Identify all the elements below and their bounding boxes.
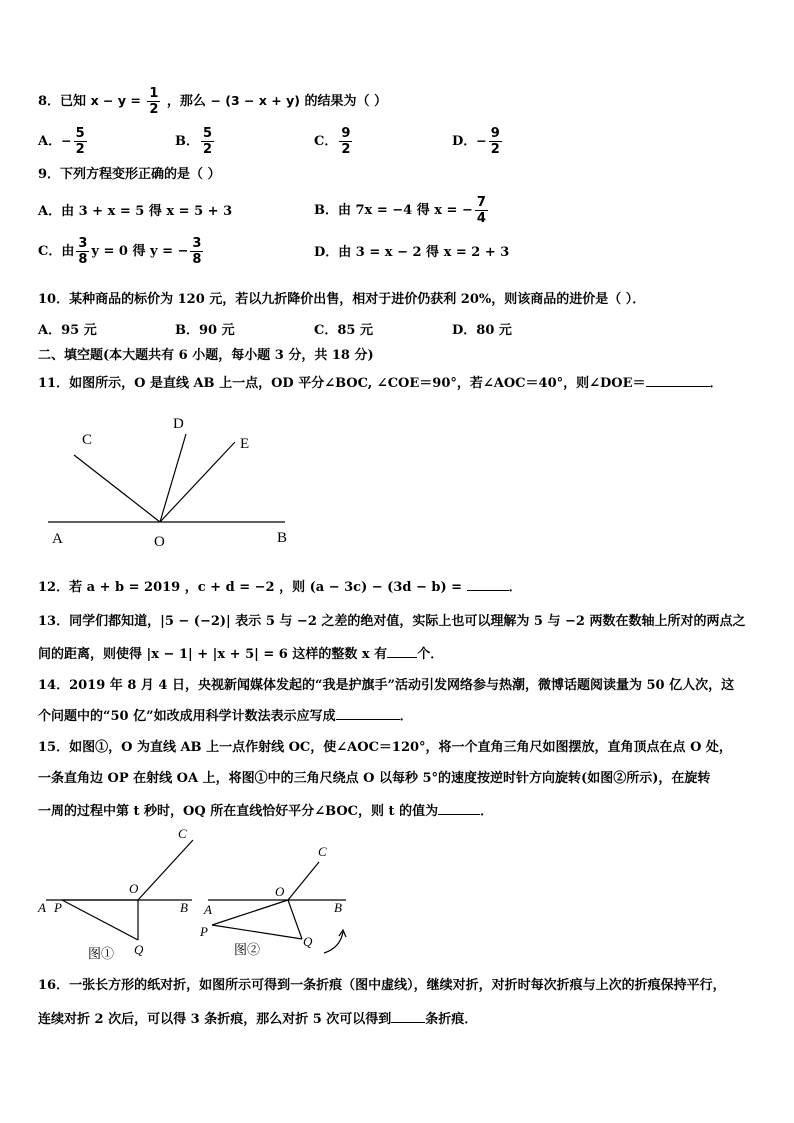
fig2-side-oq [288, 900, 302, 939]
fig2-label-c: C [318, 844, 327, 859]
q12-stem: 12．若 a + b = 2019 ，c + d = −2 ，则 (a − 3c) − (3d − b) = ． [38, 576, 522, 598]
fig1-side-pq [62, 900, 138, 940]
q9-option-d: D．由 3 = x − 2 得 x = 2 + 3 [314, 245, 510, 260]
q14-line1: 14．2019 年 8 月 4 日，央视新闻媒体发起的“我是护旗手”活动引发网络参与热潮，微博话题阅读量为 50 亿人次，这 [38, 678, 735, 693]
fig2-label-q: Q [303, 934, 313, 949]
answer-blank[interactable] [387, 643, 417, 658]
fig2-label-o: O [275, 884, 285, 899]
answer-blank[interactable] [336, 705, 400, 720]
fig2-side-pq [212, 925, 302, 939]
fig2-ray-oc [288, 862, 319, 900]
fig1-label-p: P [54, 900, 62, 915]
label-a: A [52, 531, 63, 547]
label-c: C [82, 432, 93, 448]
label-e: E [240, 436, 250, 452]
q9-option-c: C．由 $\frac{3}{8}$ y = 0 得 y = − $\frac{3}{8}$ [38, 236, 202, 267]
q10-stem: 10．某种商品的标价为 120 元，若以九折降价出售，相对于进价仍获利 20%，则该商品的进价是（ ）． [38, 292, 646, 307]
fig1-label-c: C [178, 826, 187, 841]
q13-line1: 13．同学们都知道，|5 − (−2)| 表示 5 与 −2 之差的绝对值，实际上也可以理解为 5 与 −2 两数在数轴上所对的两点之 [38, 614, 746, 629]
q9-stem: 9．下列方程变形正确的是（ ） [38, 167, 221, 182]
figure-1 [37, 826, 193, 961]
fig1-label-q: Q [134, 942, 144, 957]
q14-line2: 个问题中的“50 亿”如改成用科学计数法表示应写成 ． [38, 705, 413, 727]
fig1-label-b: B [180, 900, 188, 915]
fig1-label-a: A [38, 900, 46, 915]
fig2-label-a: A [204, 902, 212, 917]
answer-blank[interactable] [467, 576, 509, 591]
figure-2 [199, 844, 346, 957]
fig2-caption: 图② [234, 942, 261, 957]
q15-line2: 一条直角边 OP 在射线 OA 上，将图①中的三角尺绕点 O 以每秒 5°的速度按逆时针方向旋转(如图②所示)，在旋转 [38, 771, 711, 786]
q8-option-a: A．− $\frac{5}{2}$ [38, 126, 85, 157]
q10-option-a: A．95 元 [38, 323, 97, 338]
fraction: $\frac{1}{2}$ [149, 86, 159, 117]
q15-line3: 一周的过程中第 t 秒时，OQ 所在直线恰好平分∠BOC，则 t 的值为 ． [38, 800, 493, 822]
label-b: B [277, 530, 288, 546]
label-d: D [173, 416, 184, 432]
q10-option-b: B．90 元 [175, 323, 235, 338]
q16-line2: 连续对折 2 次后，可以得 3 条折痕，那么对折 5 次可以得到 条折痕． [38, 1008, 477, 1030]
q16-line1: 16．一张长方形的纸对折，如图所示可得到一条折痕（图中虚线），继续对折，对折时每次折痕与上次的折痕保持平行， [38, 978, 726, 993]
answer-blank[interactable] [438, 800, 480, 815]
fig1-label-o: O [129, 881, 139, 896]
ray-oc [74, 455, 160, 522]
q15-line1: 15．如图①，O 为直线 AB 上一点作射线 OC，使∠AOC＝120°，将一个直角三角尺如图摆放，直角顶点在点 O 处， [38, 740, 732, 755]
q11-stem: 11．如图所示，O 是直线 AB 上一点，OD 平分∠BOC, ∠COE＝90°，若∠AOC＝40°，则∠DOE＝ ． [38, 372, 723, 394]
fig1-caption: 图① [88, 946, 115, 961]
q10-option-c: C．85 元 [314, 323, 373, 338]
q8-stem: 8．已知 x − y = $\frac{1}{2}$ ，那么 − (3 − x + y) 的结果为（ ） [38, 86, 388, 117]
q9-option-a: A．由 3 + x = 5 得 x = 5 + 3 [38, 204, 233, 219]
q8-option-c: C． $\frac{9}{2}$ [314, 126, 351, 157]
label-o: O [154, 534, 165, 550]
q8-option-b: B． $\frac{5}{2}$ [175, 126, 213, 157]
q11-figure [40, 408, 340, 558]
q15-figures [36, 822, 376, 967]
fig2-label-b: B [334, 900, 342, 915]
fig2-side-op [212, 900, 288, 925]
q9-option-b: B．由 7x = −4 得 x = − $\frac{7}{4}$ [314, 195, 486, 226]
answer-blank[interactable] [391, 1008, 425, 1023]
q13-line2: 间的距离，则使得 |x − 1| + |x + 5| = 6 这样的整数 x 有 个． [38, 643, 443, 665]
fig1-ray-oc [138, 840, 193, 900]
q10-option-d: D．80 元 [452, 323, 512, 338]
q8-option-d: D．− $\frac{9}{2}$ [452, 126, 500, 157]
fig2-label-p: P [200, 924, 208, 939]
section-heading: 二、填空题(本大题共有 6 小题，每小题 3 分，共 18 分) [38, 348, 374, 363]
answer-blank[interactable] [646, 372, 710, 387]
